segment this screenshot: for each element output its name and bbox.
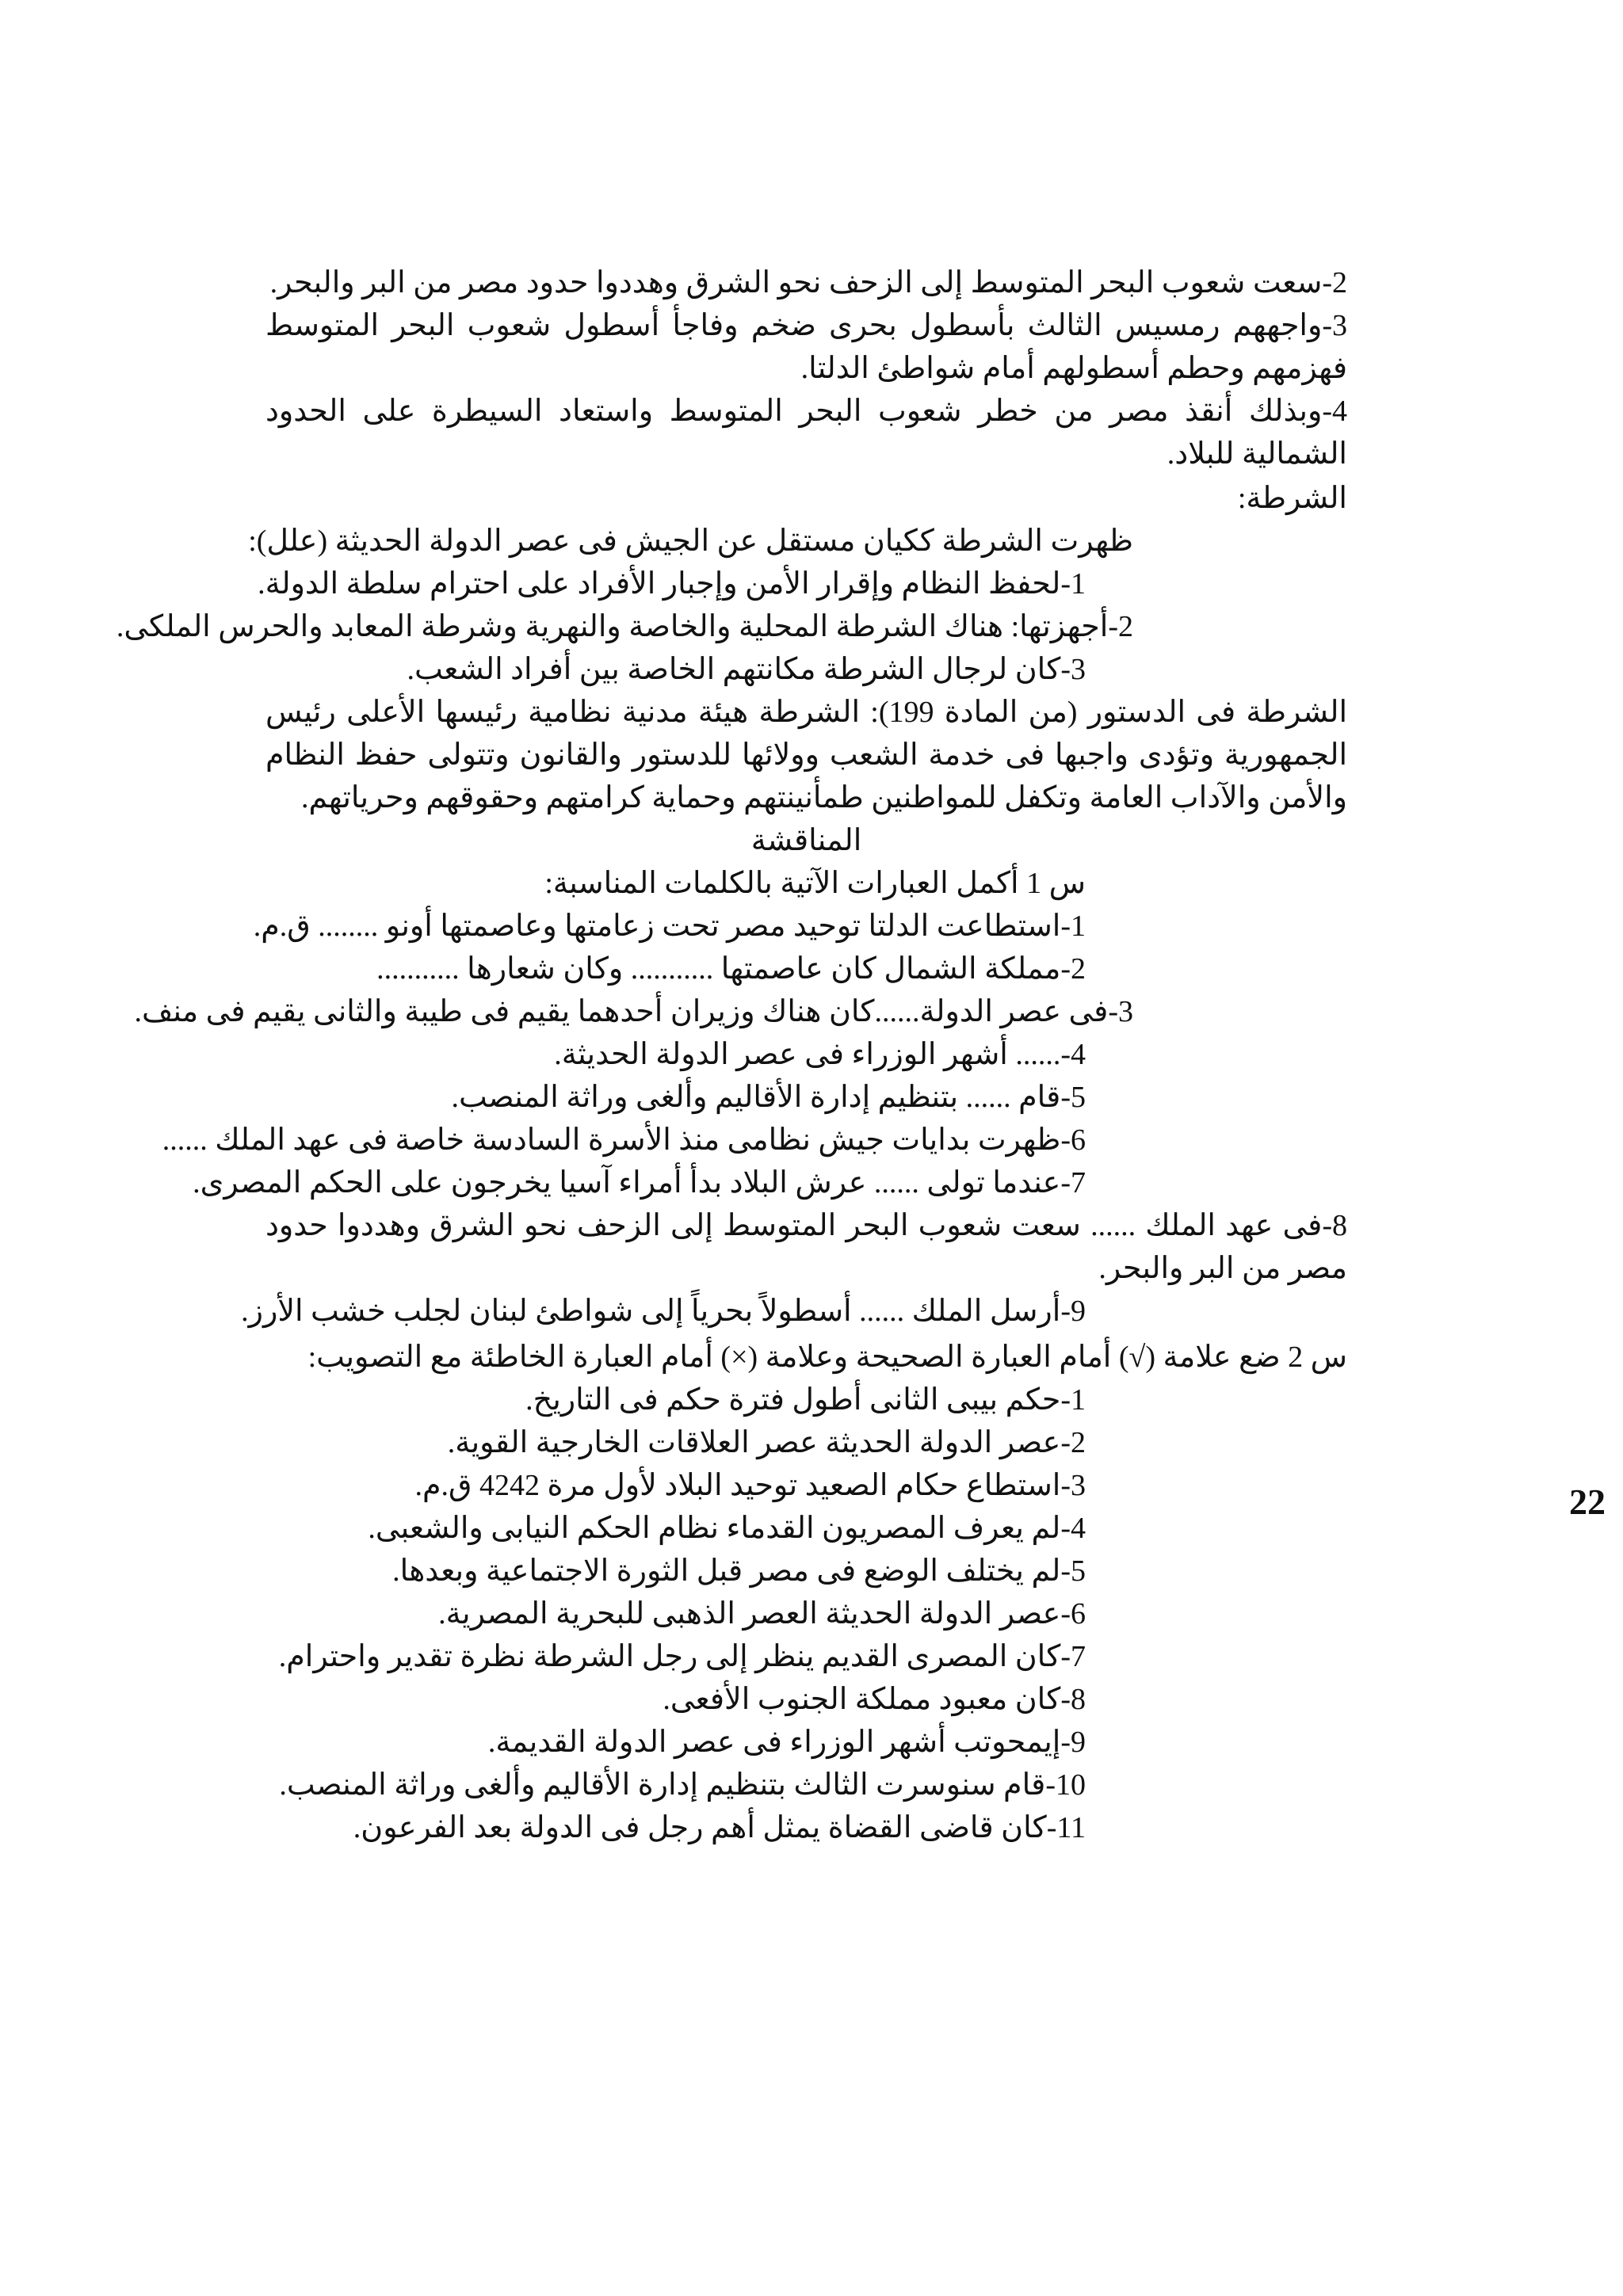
question-1-item-6: 6-ظهرت بدايات جيش نظامى منذ الأسرة السادسة خاصة فى عهد الملك ...... bbox=[162, 1123, 1086, 1157]
question-2-item-10: 10-قام سنوسرت الثالث بتنظيم إدارة الأقاليم وألغى وراثة المنصب. bbox=[279, 1768, 1086, 1802]
question-2-item-3: 3-استطاع حكام الصعيد توحيد البلاد لأول مرة 4242 ق.م. bbox=[414, 1469, 1086, 1502]
question-1-item-8: 8-فى عهد الملك ...... سعت شعوب البحر المتوسط إلى الزحف نحو الشرق وهددوا حدود مصر من البر والبحر. bbox=[265, 1209, 1347, 1285]
question-2-item-11: 11-كان قاضى القضاة يمثل أهم رجل فى الدولة بعد الفرعون. bbox=[353, 1811, 1086, 1844]
page-number: 22 bbox=[1569, 1482, 1606, 1522]
question-1-item-2: 2-مملكة الشمال كان عاصمتها ........... وكان شعارها ........... bbox=[376, 952, 1086, 986]
question-2-item-4: 4-لم يعرف المصريون القدماء نظام الحكم النيابى والشعبى. bbox=[368, 1512, 1086, 1545]
question-1-item-7: 7-عندما تولى ...... عرش البلاد بدأ أمراء آسيا يخرجون على الحكم المصرى. bbox=[193, 1166, 1086, 1199]
police-point-3: 3-كان لرجال الشرطة مكانتهم الخاصة بين أفراد الشعب. bbox=[407, 653, 1086, 686]
police-point-1: 1-لحفظ النظام وإقرار الأمن وإجبار الأفراد على احترام سلطة الدولة. bbox=[258, 567, 1086, 601]
intro-point-2: 2-سعت شعوب البحر المتوسط إلى الزحف نحو الشرق وهددوا حدود مصر من البر والبحر. bbox=[269, 266, 1347, 299]
question-1-item-9: 9-أرسل الملك ...... أسطولاً بحرياً إلى شواطئ لبنان لجلب خشب الأرز. bbox=[241, 1295, 1086, 1328]
question-1-item-1: 1-استطاعت الدلتا توحيد مصر تحت زعامتها وعاصمتها أونو ........ ق.م. bbox=[253, 910, 1086, 943]
question-2-item-1: 1-حكم بيبى الثانى أطول فترة حكم فى التاريخ. bbox=[525, 1383, 1086, 1417]
question-2-heading: س 2 ضع علامة (√) أمام العبارة الصحيحة وعلامة (×) أمام العبارة الخاطئة مع التصويب: bbox=[307, 1341, 1347, 1374]
question-1-item-3: 3-فى عصر الدولة......كان هناك وزيران أحدهما يقيم فى طيبة والثانى يقيم فى منف. bbox=[134, 995, 1133, 1028]
question-2-item-5: 5-لم يختلف الوضع فى مصر قبل الثورة الاجتماعية وبعدها. bbox=[392, 1554, 1086, 1588]
police-constitution: الشرطة فى الدستور (من المادة 199): الشرطة هيئة مدنية نظامية رئيسها الأعلى رئيس الجمهورية وتؤدى واجبها فى خدمة الشعب وولائها للدستور والقانون وتتولى حفظ النظام والأمن والآداب العامة وتكفل للمواطنين طمأنينتهم وحماية كرامتهم وحقوقهم وحرياتهم. bbox=[265, 696, 1348, 814]
question-2-item-2: 2-عصر الدولة الحديثة عصر العلاقات الخارجية القوية. bbox=[447, 1426, 1086, 1459]
question-2-item-9: 9-إيمحوتب أشهر الوزراء فى عصر الدولة القديمة. bbox=[487, 1726, 1086, 1759]
intro-point-4: 4-وبذلك أنقذ مصر من خطر شعوب البحر المتوسط واستعاد السيطرة على الحدود الشمالية للبلاد. bbox=[265, 395, 1347, 471]
police-heading: الشرطة: bbox=[1237, 482, 1347, 515]
question-1-item-5: 5-قام ...... بتنظيم إدارة الأقاليم وألغى وراثة المنصب. bbox=[451, 1081, 1086, 1114]
document-page bbox=[116, 261, 1348, 1849]
question-2-item-8: 8-كان معبود مملكة الجنوب الأفعى. bbox=[663, 1683, 1086, 1716]
question-1-heading: س 1 أكمل العبارات الآتية بالكلمات المناسبة: bbox=[544, 867, 1086, 900]
intro-point-3: 3-واجههم رمسيس الثالث بأسطول بحرى ضخم وفاجأ أسطول شعوب البحر المتوسط فهزمهم وحطم أسطولهم أمام شواطئ الدلتا. bbox=[265, 309, 1347, 385]
discussion-title: المناقشة bbox=[750, 824, 862, 857]
police-intro: ظهرت الشرطة ككيان مستقل عن الجيش فى عصر الدولة الحديثة (علل): bbox=[248, 524, 1133, 558]
question-2-item-7: 7-كان المصرى القديم ينظر إلى رجل الشرطة نظرة تقدير واحترام. bbox=[278, 1640, 1086, 1673]
police-point-2: 2-أجهزتها: هناك الشرطة المحلية والخاصة والنهرية وشرطة المعابد والحرس الملكى. bbox=[116, 610, 1133, 643]
question-1-item-4: 4-...... أشهر الوزراء فى عصر الدولة الحديثة. bbox=[554, 1038, 1086, 1071]
question-2-item-6: 6-عصر الدولة الحديثة العصر الذهبى للبحرية المصرية. bbox=[438, 1597, 1086, 1630]
